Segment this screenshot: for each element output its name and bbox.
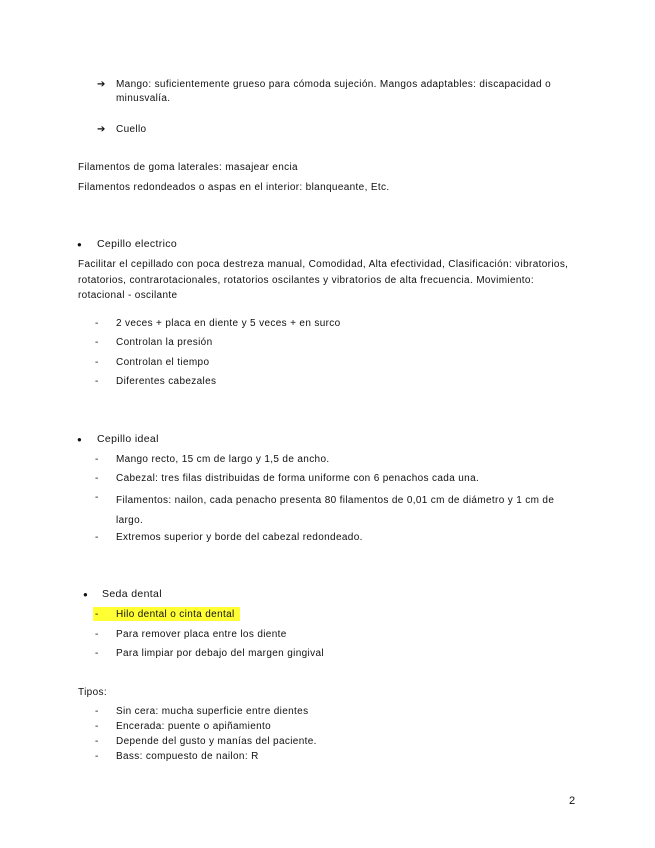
- bullet-icon: ●: [77, 435, 83, 444]
- list-item: Cabezal: tres filas distribuidas de forma uniforme con 6 penachos cada una.: [116, 473, 480, 484]
- arrow-icon: ➔: [97, 79, 106, 90]
- list-item: Para remover placa entre los diente: [116, 629, 287, 640]
- handle-item: Mango: suficientemente grueso para cómoda sujeción. Mangos adaptables: discapacidad o minusvalía.: [116, 79, 552, 104]
- list-item: Controlan el tiempo: [116, 357, 210, 368]
- list-item: Depende del gusto y manías del paciente.: [116, 736, 317, 747]
- list-item: Sin cera: mucha superficie entre dientes: [116, 706, 309, 717]
- dash-marker: -: [95, 454, 99, 465]
- section-heading: Cepillo ideal: [97, 433, 159, 445]
- neck-item: Cuello: [116, 124, 147, 135]
- arrow-icon: ➔: [97, 124, 106, 135]
- list-item: Bass: compuesto de nailon: R: [116, 751, 259, 762]
- dash-marker: -: [95, 648, 99, 659]
- dash-marker: -: [95, 629, 99, 640]
- list-item-highlighted: Hilo dental o cinta dental: [116, 609, 235, 620]
- dash-marker: -: [95, 721, 99, 732]
- list-item: Para limpiar por debajo del margen gingival: [116, 648, 324, 659]
- list-item: Filamentos: nailon, cada penacho presenta 80 filamentos de 0,01 cm de diámetro y 1 cm de largo.: [116, 495, 555, 526]
- dash-marker: -: [95, 337, 99, 348]
- page-number: 2: [569, 795, 576, 807]
- dash-marker: -: [95, 473, 99, 484]
- dash-marker: -: [95, 736, 99, 747]
- list-item: Mango recto, 15 cm de largo y 1,5 de ancho.: [116, 454, 330, 465]
- list-item: Encerada: puente o apiñamiento: [116, 721, 272, 732]
- bullet-icon: ●: [77, 240, 83, 249]
- section-heading: Seda dental: [102, 588, 162, 600]
- dash-marker: -: [95, 706, 99, 717]
- section-heading: Cepillo electrico: [97, 238, 178, 250]
- dash-marker: -: [95, 376, 99, 387]
- list-item: Extremos superior y borde del cabezal redondeado.: [116, 532, 363, 543]
- filaments-line: Filamentos de goma laterales: masajear encia: [78, 162, 298, 173]
- list-item: Controlan la presión: [116, 337, 213, 348]
- filaments-line: Filamentos redondeados o aspas en el interior: blanqueante, Etc.: [78, 182, 390, 193]
- dash-marker: -: [95, 609, 99, 620]
- types-label: Tipos:: [78, 687, 107, 698]
- dash-marker: -: [95, 751, 99, 762]
- section-paragraph: Facilitar el cepillado con poca destreza manual, Comodidad, Alta efectividad, Clasificación: vibratorios, rotatorios, contrarotacionales, rotatorios oscilantes y vibratorios de alta frecuencia. Movimiento: rotacional - oscilante: [78, 259, 569, 301]
- list-item: Diferentes cabezales: [116, 376, 217, 387]
- list-item: 2 veces + placa en diente y 5 veces + en surco: [116, 318, 341, 329]
- bullet-icon: ●: [83, 590, 89, 599]
- dash-marker: -: [95, 492, 99, 503]
- dash-marker: -: [95, 532, 99, 543]
- dash-marker: -: [95, 357, 99, 368]
- dash-marker: -: [95, 318, 99, 329]
